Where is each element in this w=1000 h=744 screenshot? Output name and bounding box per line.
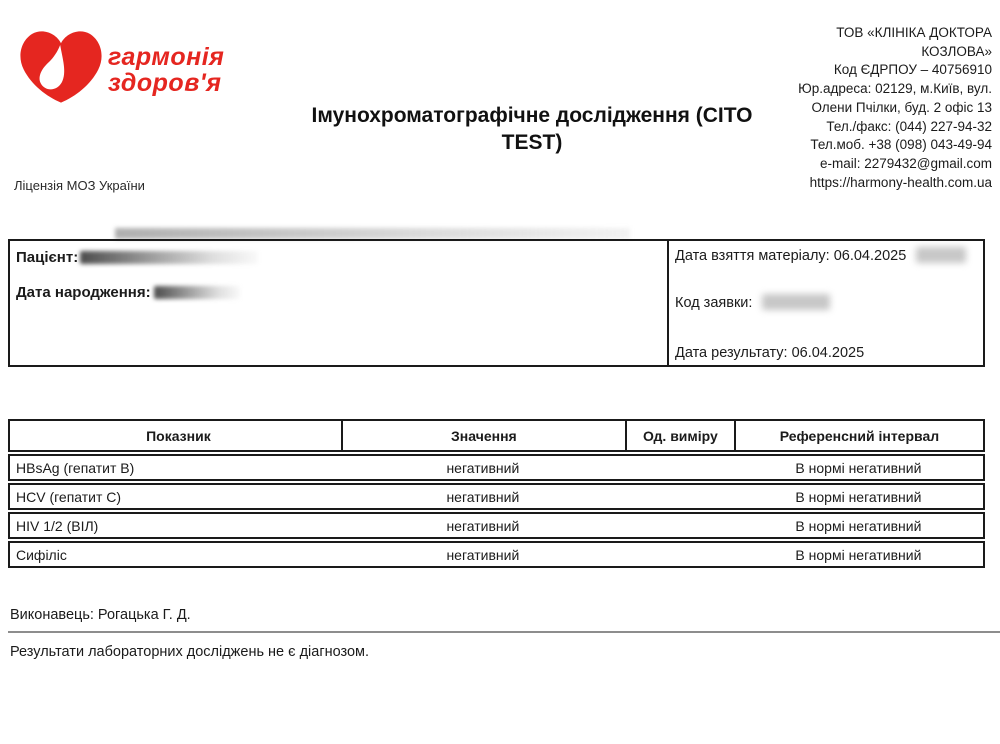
logo-wordmark bbox=[108, 44, 224, 96]
heart-drop-logo-icon bbox=[18, 28, 104, 106]
redacted-birth-date bbox=[154, 286, 240, 299]
logo-word-2: здоров'я bbox=[108, 69, 222, 97]
clinic-edrpou: Код ЄДРПОУ – 40756910 bbox=[833, 62, 992, 78]
logo-word-1: гармонія bbox=[108, 43, 225, 71]
birth-date-label: Дата народження: bbox=[16, 284, 151, 301]
material-date-line bbox=[675, 247, 966, 264]
patient-info-box bbox=[8, 239, 985, 367]
patient-name-line bbox=[16, 249, 258, 266]
cell-value: негативний bbox=[446, 546, 520, 563]
redacted-patient-name bbox=[80, 251, 258, 264]
clinic-logo bbox=[18, 28, 224, 106]
clinic-address-line-1: Юр.адреса: 02129, м.Київ, вул. bbox=[798, 81, 992, 97]
table-row bbox=[8, 512, 985, 539]
header-indicator: Показник bbox=[146, 427, 211, 444]
request-code-line bbox=[675, 294, 830, 311]
request-code-label: Код заявки: bbox=[675, 295, 753, 311]
redacted-material-time bbox=[916, 247, 966, 263]
clinic-address-line-2: Олени Пчілки, буд. 2 офіс 13 bbox=[811, 99, 992, 115]
request-cell bbox=[667, 241, 983, 365]
birth-date-line bbox=[16, 284, 240, 301]
table-row bbox=[8, 541, 985, 568]
cell-reference: В нормі негативний bbox=[795, 459, 922, 476]
patient-name-label: Пацієнт: bbox=[16, 249, 79, 266]
header-reference: Референсний інтервал bbox=[734, 421, 983, 450]
clinic-phone-mobile: Тел.моб. +38 (098) 043-49-94 bbox=[810, 137, 992, 153]
clinic-website: https://harmony-health.com.ua bbox=[809, 174, 992, 190]
table-row bbox=[8, 454, 985, 481]
clinic-contact-block bbox=[798, 24, 992, 192]
license-note: Ліцензія МОЗ України bbox=[14, 178, 145, 193]
result-date-line bbox=[675, 345, 864, 361]
cell-indicator: Сифіліс bbox=[16, 546, 67, 563]
cell-value: негативний bbox=[446, 517, 520, 534]
footer-divider bbox=[8, 631, 1000, 633]
material-date-text: Дата взяття матеріалу: 06.04.2025 bbox=[675, 248, 907, 264]
cell-indicator: HIV 1/2 (ВІЛ) bbox=[16, 517, 99, 534]
cell-value: негативний bbox=[446, 488, 520, 505]
redacted-strip bbox=[115, 228, 630, 239]
redacted-request-code bbox=[762, 294, 830, 310]
table-row bbox=[8, 483, 985, 510]
patient-cell bbox=[10, 241, 667, 365]
header-unit: Од. виміру bbox=[625, 421, 734, 450]
clinic-phone-fax: Тел./факс: (044) 227-94-32 bbox=[826, 118, 992, 134]
cell-reference: В нормі негативний bbox=[795, 488, 922, 505]
cell-indicator: HBsAg (гепатит B) bbox=[16, 459, 135, 476]
header-value: Значення bbox=[341, 421, 625, 450]
page-title: Імунохроматографічне дослідження (CITO TEST) bbox=[311, 104, 753, 154]
cell-value: негативний bbox=[446, 459, 520, 476]
clinic-email: e-mail: 2279432@gmail.com bbox=[819, 155, 992, 171]
clinic-name-line-1: ТОВ «КЛІНІКА ДОКТОРА bbox=[836, 25, 992, 40]
results-table-header bbox=[8, 419, 985, 452]
disclaimer-line: Результати лабораторних досліджень не є діагнозом. bbox=[10, 644, 370, 660]
executor-line: Виконавець: Рогацька Г. Д. bbox=[10, 607, 191, 623]
cell-reference: В нормі негативний bbox=[795, 517, 922, 534]
results-table bbox=[8, 419, 985, 568]
result-date-text: Дата результату: 06.04.2025 bbox=[675, 345, 865, 361]
cell-indicator: HCV (гепатит C) bbox=[16, 488, 122, 505]
clinic-name-line-2: КОЗЛОВА» bbox=[921, 43, 992, 59]
cell-reference: В нормі негативний bbox=[795, 546, 922, 563]
